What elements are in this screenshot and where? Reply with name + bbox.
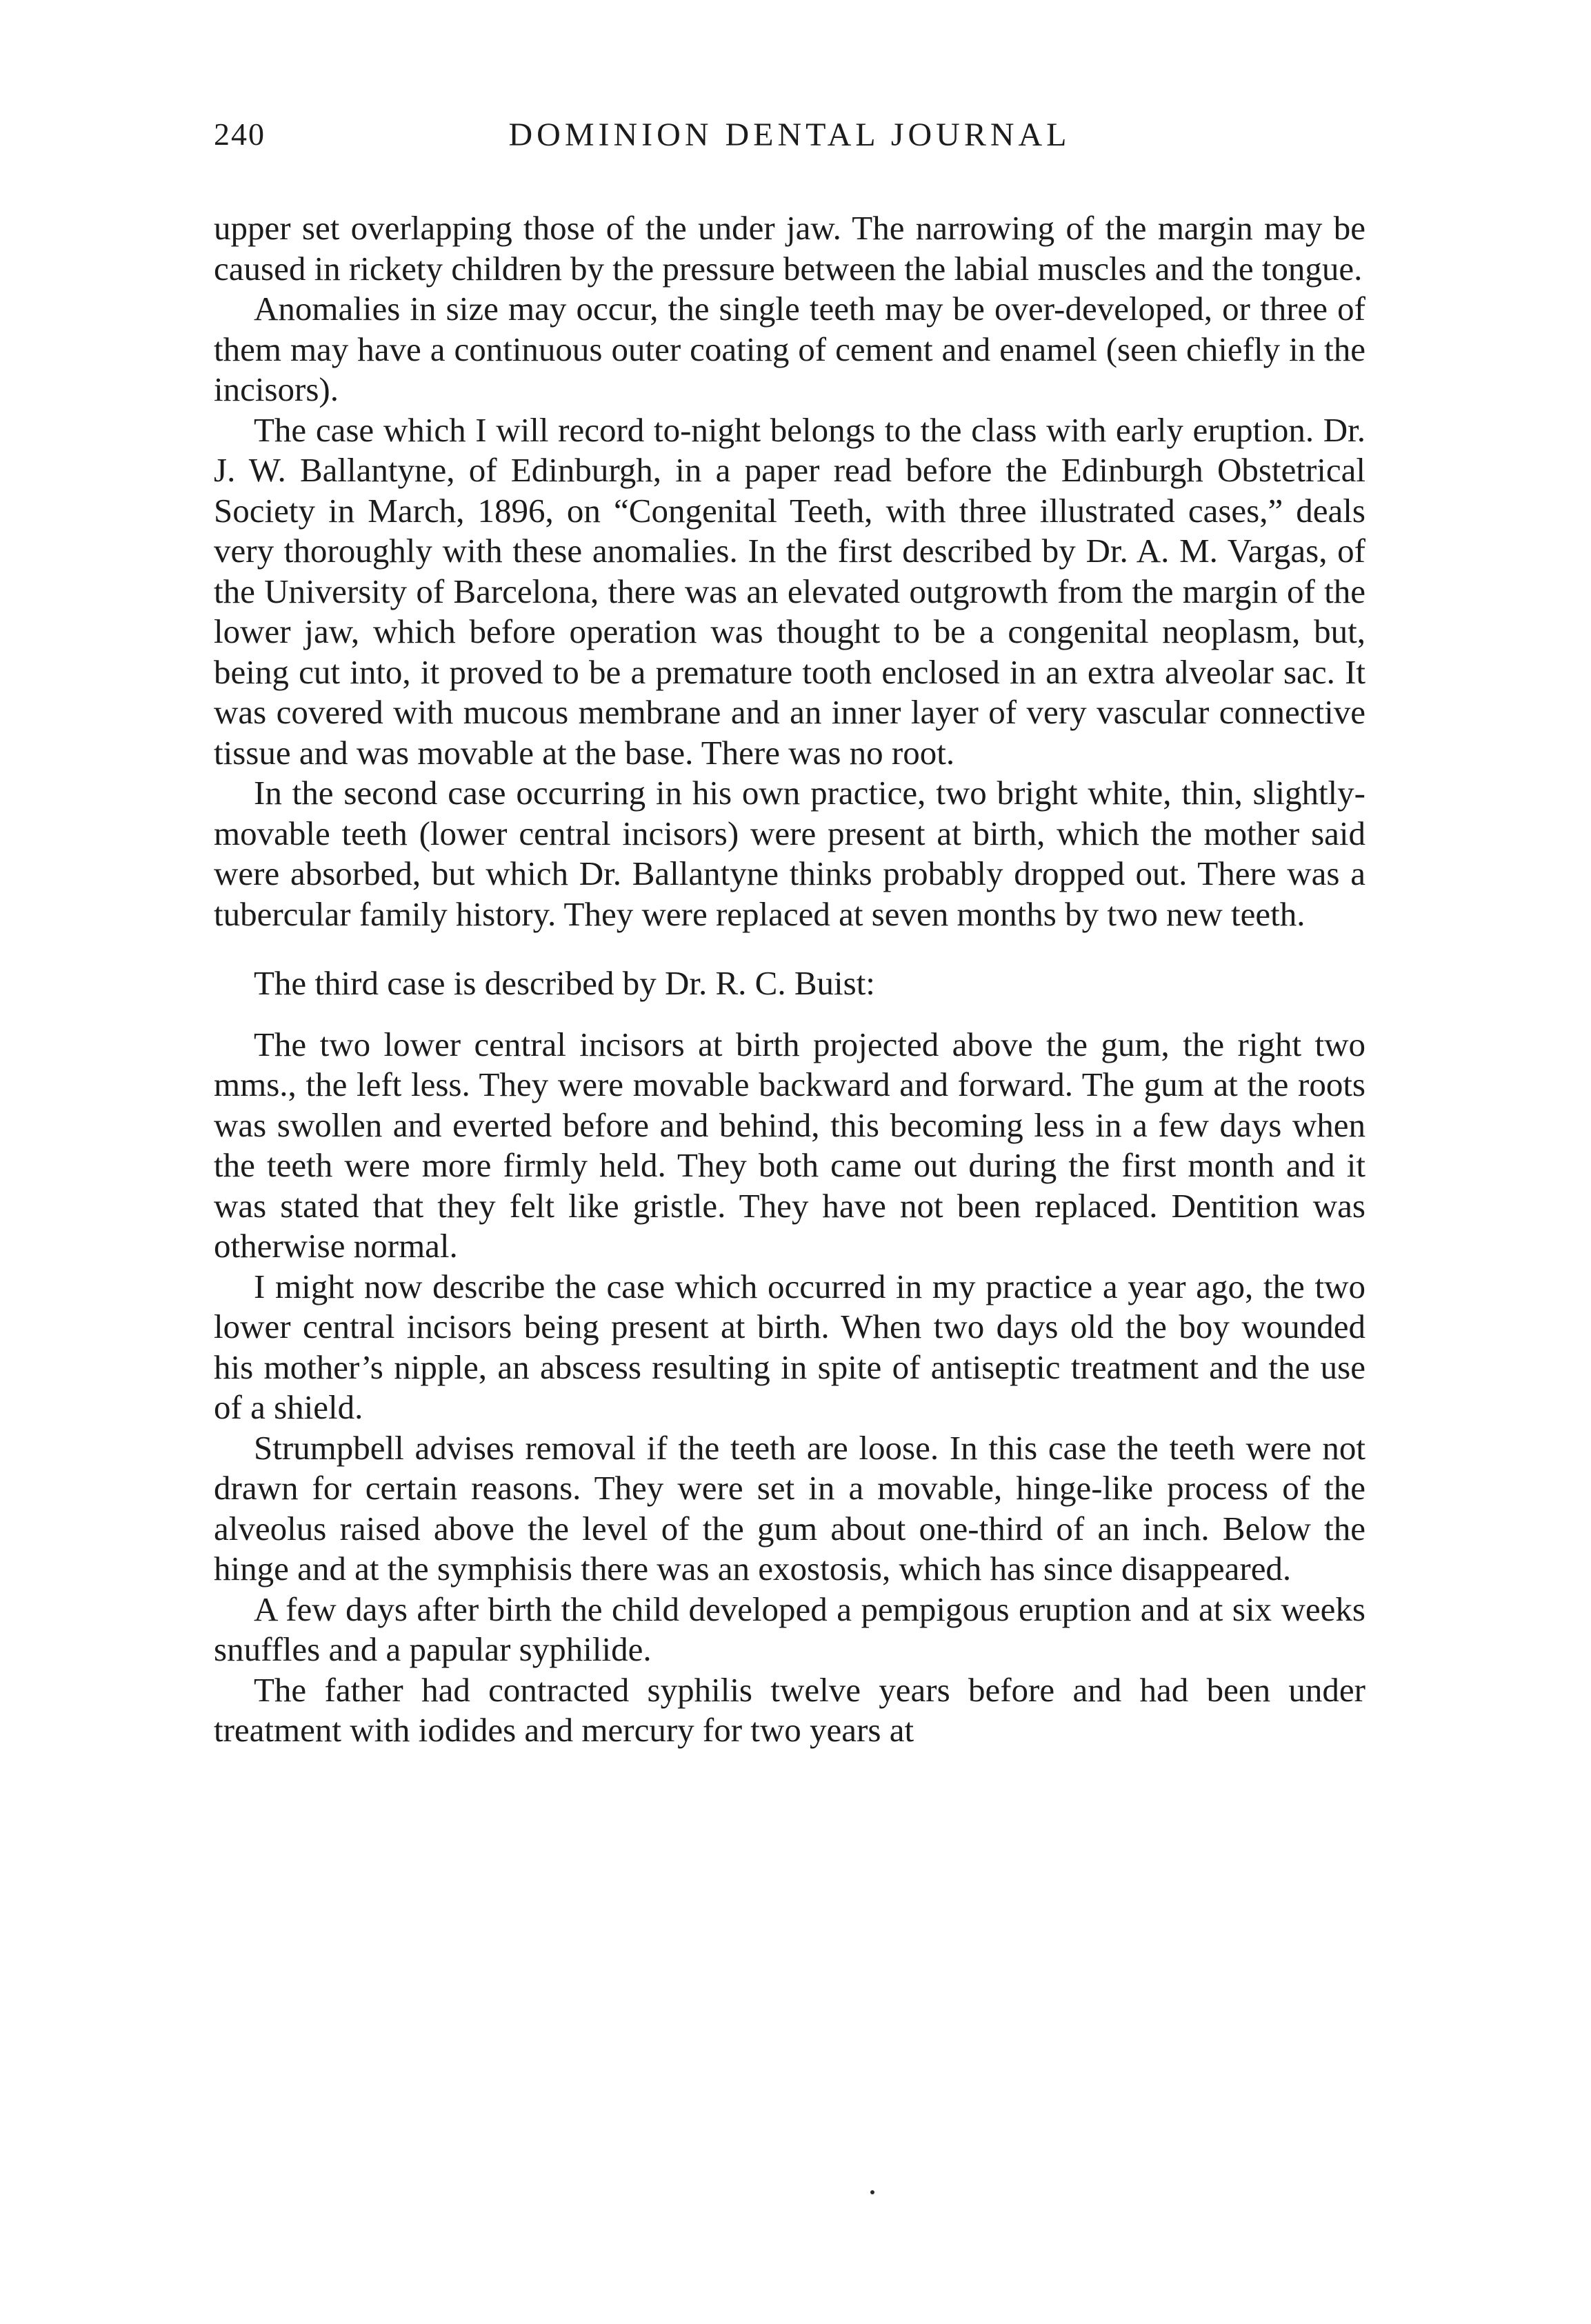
page xyxy=(214,116,1365,1751)
paragraph-anomalies-size: Anomalies in size may occur, the single teeth may be over-developed, or three of them may have a continuous outer coating of cement and enamel (seen chiefly in the incisors). xyxy=(214,290,1365,408)
paragraph-eruption: A few days after birth the child developed a pempigous eruption and at six weeks snuffles and a papular syphilide. xyxy=(214,1590,1365,1668)
paragraph-continued: upper set overlapping those of the under jaw. The narrowing of the margin may be caused in rickety children by the pressure between the labial muscles and the tongue. xyxy=(214,209,1365,288)
paragraph-own-case: I might now describe the case which occurred in my practice a year ago, the two lower central incisors being present at birth. When two days old the boy wounded his mother’s nipple, an abscess resulting in spite of antiseptic treatment and the use of a shield. xyxy=(214,1267,1365,1426)
paragraph-third-case: The two lower central incisors at birth projected above the gum, the right two mms., the left less. They were movable backward and forward. The gum at the roots was swollen and everted before and behind, this becoming less in a few days when the teeth were more firmly held. They both came out during the first month and it was stated that they felt like gristle. They have not been replaced. Dentition was otherwise normal. xyxy=(214,1025,1365,1265)
article-body xyxy=(214,208,1365,1751)
page-number: 240 xyxy=(214,117,266,152)
journal-title: DOMINION DENTAL JOURNAL xyxy=(508,117,1071,153)
print-speck xyxy=(870,2190,874,2194)
paragraph-early-eruption: The case which I will record to-night belongs to the class with early eruption. Dr. J. W. Ballantyne, of Edinburgh, in a paper read before the Edinburgh Obstetrical Society in March, 1896, on “Congenital Teeth, with three illustrated cases,” deals very thoroughly with these anomalies. In the first described by Dr. A. M. Vargas, of the University of Barcelona, there was an elevated outgrowth from the margin of the lower jaw, which before operation was thought to be a congenital neoplasm, but, being cut into, it proved to be a premature tooth enclosed in an extra alveolar sac. It was covered with mucous membrane and an inner layer of very vascular connective tissue and was movable at the base. There was no root. xyxy=(214,410,1365,772)
running-head xyxy=(214,116,1365,178)
paragraph-second-case: In the second case occurring in his own practice, two bright white, thin, slightly-movable teeth (lower central incisors) were present at birth, which the mother said were absorbed, but which Dr. Ballantyne thinks probably dropped out. There was a tubercular family history. They were replaced at seven months by two new teeth. xyxy=(214,774,1365,933)
paragraph-strumpbell: Strumpbell advises removal if the teeth are loose. In this case the teeth were not drawn for certain reasons. They were set in a movable, hinge-like process of the alveolus raised above the level of the gum about one-third of an inch. Below the hinge and at the symphisis there was an exostosis, which has since disappeared. xyxy=(214,1428,1365,1587)
paragraph-third-case-intro: The third case is described by Dr. R. C. Buist: xyxy=(254,964,875,1002)
paragraph-father: The father had contracted syphilis twelve years before and had been under treatment with iodides and mercury for two years at xyxy=(214,1670,1365,1749)
